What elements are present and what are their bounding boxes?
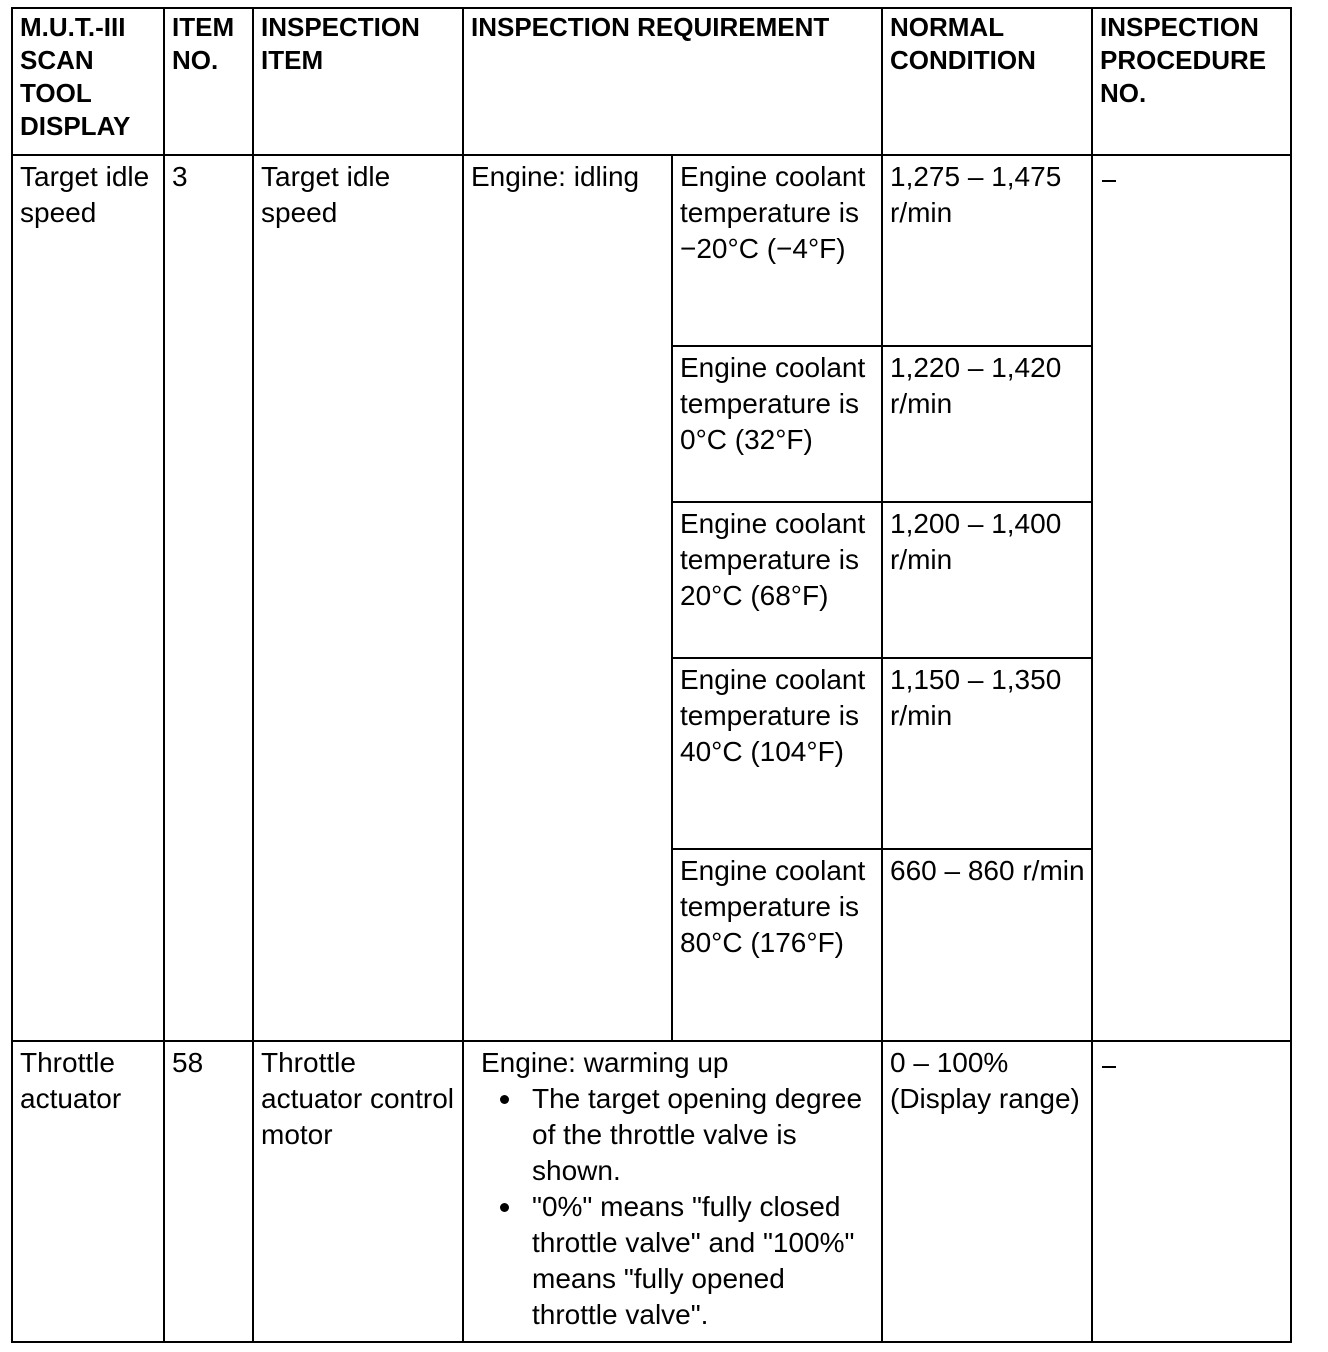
cell-procedure (1092, 155, 1291, 1041)
cell-requirement (463, 1041, 882, 1342)
cell-requirement: Engine: idling (463, 155, 672, 1041)
table-row (12, 1041, 1291, 1342)
header-display: M.U.T.-III SCAN TOOL DISPLAY (12, 8, 164, 155)
header-procedure: INSPECTION PROCEDURE NO. (1092, 8, 1291, 155)
cell-item-no: 58 (164, 1041, 253, 1342)
cell-normal: 1,150 – 1,350 r/min (882, 658, 1092, 849)
dash-mark (1102, 180, 1116, 182)
cell-display: Throttle actuator (12, 1041, 164, 1342)
requirement-main: Engine: warming up (481, 1047, 729, 1078)
cell-condition: Engine coolant temperature is −20°C (−4°F) (672, 155, 882, 346)
cell-inspection-item: Target idle speed (253, 155, 463, 1041)
cell-condition: Engine coolant temperature is 0°C (32°F) (672, 346, 882, 502)
cell-normal: 660 – 860 r/min (882, 849, 1092, 1041)
cell-procedure (1092, 1041, 1291, 1342)
header-item-no: ITEM NO. (164, 8, 253, 155)
header-inspection-item: INSPECTION ITEM (253, 8, 463, 155)
cell-condition: Engine coolant temperature is 40°C (104°F) (672, 658, 882, 849)
cell-normal: 1,275 – 1,475 r/min (882, 155, 1092, 346)
header-requirement: INSPECTION REQUIREMENT (463, 8, 882, 155)
cell-normal: 0 – 100% (Display range) (882, 1041, 1092, 1342)
cell-item-no: 3 (164, 155, 253, 1041)
cell-normal: 1,200 – 1,400 r/min (882, 502, 1092, 658)
list-item: The target opening degree of the throttle valve is shown. (532, 1081, 875, 1189)
cell-inspection-item: Throttle actuator control motor (253, 1041, 463, 1342)
inspection-table (11, 7, 1292, 1343)
table-row (12, 155, 1291, 346)
list-item: "0%" means "fully closed throttle valve" and "100%" means "fully opened throttle valve". (532, 1189, 875, 1333)
cell-condition: Engine coolant temperature is 80°C (176°F) (672, 849, 882, 1041)
cell-display: Target idle speed (12, 155, 164, 1041)
header-row (12, 8, 1291, 155)
cell-condition: Engine coolant temperature is 20°C (68°F) (672, 502, 882, 658)
requirement-bullets (471, 1081, 875, 1333)
cell-normal: 1,220 – 1,420 r/min (882, 346, 1092, 502)
header-normal: NORMAL CONDITION (882, 8, 1092, 155)
dash-mark (1102, 1066, 1116, 1068)
